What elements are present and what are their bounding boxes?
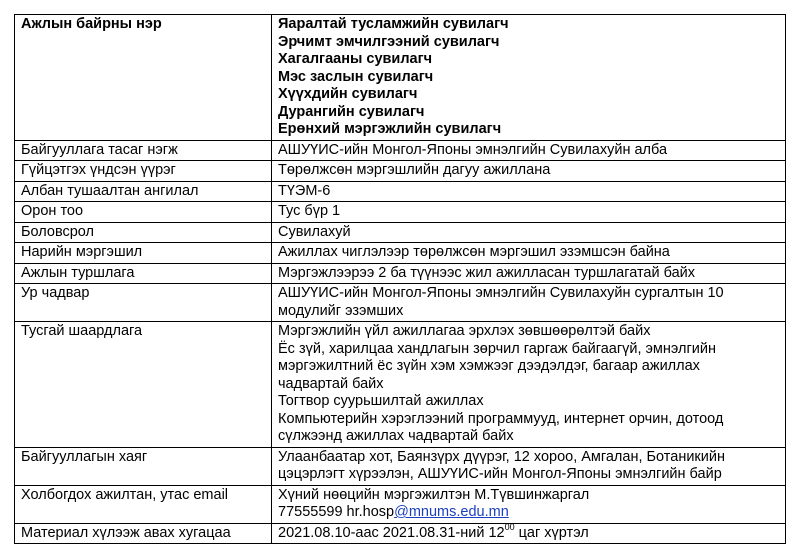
table-row (15, 202, 786, 223)
position-title: Хүүхдийн сувилагч (278, 86, 418, 102)
row-value: Төрөлжсөн мэргэшлийн дагуу ажиллана (272, 161, 786, 182)
deadline-suffix: цаг хүртэл (514, 524, 589, 541)
contact-person: Хүний нөөцийн мэргэжилтэн М.Түвшинжаргал (278, 486, 590, 503)
row-value (272, 447, 786, 485)
phone-and-email-user: 77555599 hr.hosp (278, 504, 395, 520)
value-line: АШУҮИС-ийн Монгол-Японы эмнэлгийн Сувилахуйн сургалтын 10 (278, 285, 724, 301)
table-row (15, 485, 786, 523)
row-value: Сувилахуй (272, 222, 786, 243)
value-line: мэргэжилтний ёс зүйн хэм хэмжээг дээдэлдэг, багаар ажиллах (278, 358, 700, 374)
row-label: Байгууллагын хаяг (15, 447, 272, 485)
row-value (272, 523, 786, 544)
row-label: Боловсрол (15, 222, 272, 243)
row-value: Тус бүр 1 (272, 202, 786, 223)
email-link[interactable]: @mnums.edu.mn (394, 504, 509, 520)
job-posting-document (14, 14, 786, 544)
row-label: Байгууллага тасаг нэгж (15, 140, 272, 161)
value-line: чадвартай байх (278, 375, 384, 392)
value-line: Мэргэжлийн үйл ажиллагаа эрхлэх зөвшөөрөлтэй байх (278, 323, 651, 339)
table-row (15, 447, 786, 485)
row-value (272, 284, 786, 322)
table-row (15, 161, 786, 182)
table-row (15, 243, 786, 264)
row-value: Ажиллах чиглэлээр төрөлжсөн мэргэшил эзэмшсэн байна (272, 243, 786, 264)
row-label: Ур чадвар (15, 284, 272, 322)
row-label: Ажлын туршлага (15, 263, 272, 284)
value-line: Компьютерийн хэрэглээний программууд, интернет орчин, дотоод (278, 410, 724, 427)
row-value: ТҮЭМ-6 (272, 181, 786, 202)
row-label: Материал хүлээж авах хугацаа (15, 523, 272, 544)
row-label: Тусгай шаардлага (15, 322, 272, 448)
position-title: Дурангийн сувилагч (278, 103, 425, 120)
table-row (15, 284, 786, 322)
value-line: Тогтвор суурьшилтай ажиллах (278, 393, 484, 409)
table-row (15, 181, 786, 202)
table-row (15, 263, 786, 284)
position-title: Ерөнхий мэргэжлийн сувилагч (278, 121, 502, 137)
table-row (15, 222, 786, 243)
row-value (272, 485, 786, 523)
row-label: Албан тушаалтан ангилал (15, 181, 272, 202)
row-label: Орон тоо (15, 202, 272, 223)
deadline-minutes: 00 (504, 521, 515, 532)
value-line: Ёс зүй, харилцаа хандлагын зөрчил гаргаж байгаагүй, эмнэлгийн (278, 340, 716, 357)
job-details-table (14, 14, 786, 544)
row-value: АШУҮИС-ийн Монгол-Японы эмнэлгийн Сувилахуйн алба (272, 140, 786, 161)
position-title: Эрчимт эмчилгээний сувилагч (278, 33, 500, 50)
table-row (15, 322, 786, 448)
value-line: цэцэрлэгт хүрээлэн, АШУҮИС-ийн Монгол-Японы эмнэлгийн байр (278, 466, 722, 482)
position-title: Хагалгааны сувилагч (278, 51, 433, 67)
row-label-position: Ажлын байрны нэр (15, 15, 272, 141)
position-titles (272, 15, 786, 141)
row-value (272, 322, 786, 448)
table-row (15, 15, 786, 141)
value-line: сүлжээнд ажиллах чадвартай байх (278, 428, 514, 444)
row-label: Нарийн мэргэшил (15, 243, 272, 264)
table-row (15, 523, 786, 544)
position-title: Яаралтай тусламжийн сувилагч (278, 16, 509, 32)
contact-phone-email (278, 504, 779, 522)
value-line: модулийг эзэмших (278, 302, 404, 319)
table-row (15, 140, 786, 161)
row-value: Мэргэжлээрээ 2 ба түүнээс жил ажилласан туршлагатай байх (272, 263, 786, 284)
deadline-date: 2021.08.10-аас 2021.08.31-ний 12 (278, 524, 505, 541)
position-title: Мэс заслын сувилагч (278, 68, 434, 85)
row-label: Гүйцэтгэх үндсэн үүрэг (15, 161, 272, 182)
row-label: Холбогдох ажилтан, утас email (15, 485, 272, 523)
value-line: Улаанбаатар хот, Баянзүрх дүүрэг, 12 хороо, Амгалан, Ботаникийн (278, 448, 725, 465)
